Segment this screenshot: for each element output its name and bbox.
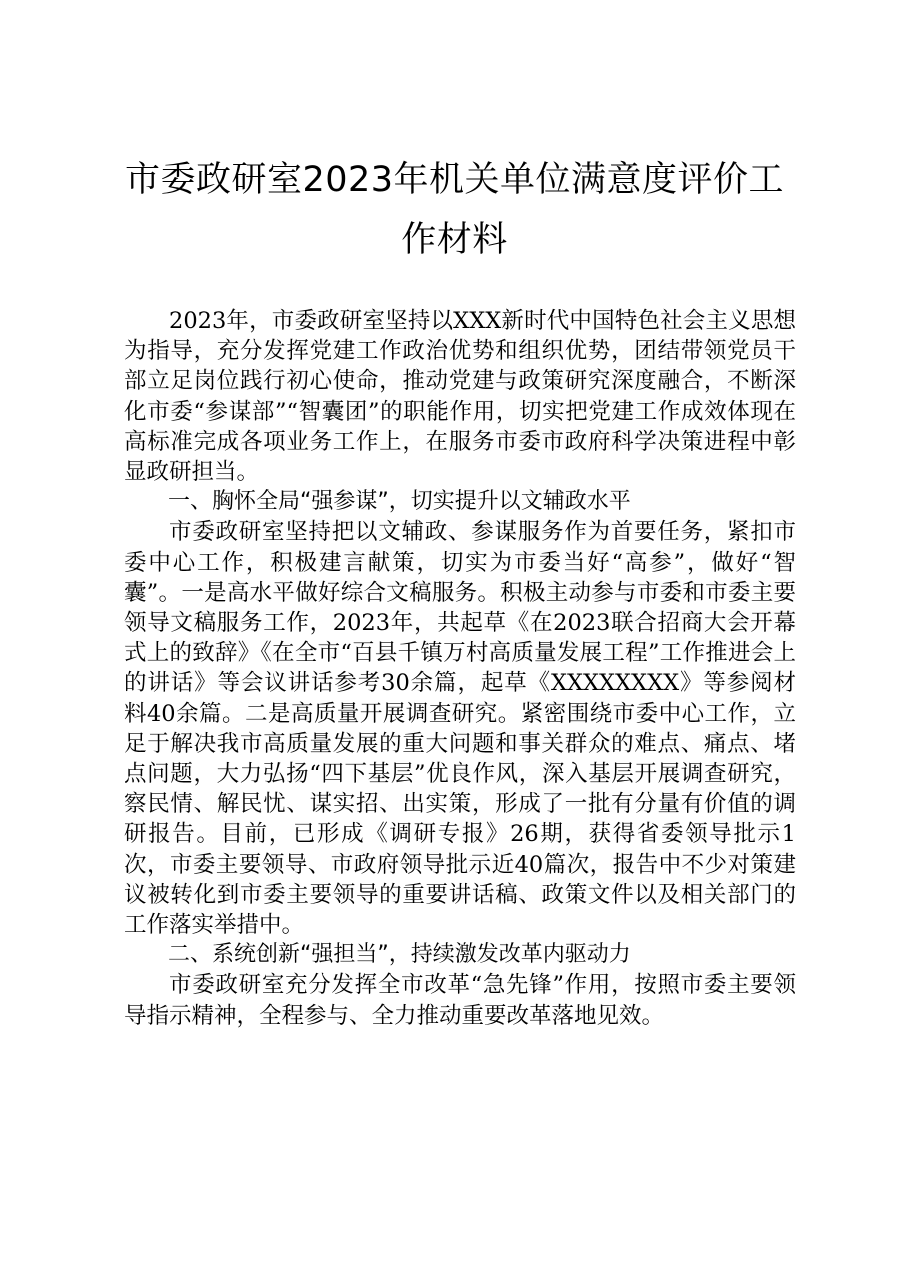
document-body — [124, 306, 796, 1031]
section-2-paragraph: 市委政研室充分发挥全市改革“急先锋”作用，按照市委主要领导指示精神，全程参与、全力推动重要改革落地见效。 — [124, 972, 796, 1029]
document-title: 市委政研室2023年机关单位满意度评价工作材料 — [124, 160, 785, 260]
section-heading-1: 一、胸怀全局“强参谋”，切实提升以文辅政水平 — [168, 489, 631, 515]
intro-paragraph: 2023年，市委政研室坚持以XXX新时代中国特色社会主义思想为指导，充分发挥党建工作政治优势和组织优势，团结带领党员干部立足岗位践行初心使命，推动党建与政策研究深度融合，不断深化市委“参谋部”“智囊团”的职能作用，切实把党建工作成效体现在高标准完成各项业务工作上，在服务市委市政府科学决策进程中彰显政研担当。 — [124, 308, 796, 486]
section-1-paragraph: 市委政研室坚持把以文辅政、参谋服务作为首要任务，紧扣市委中心工作，积极建言献策，切实为市委当好“高参”，做好“智囊”。一是高水平做好综合文稿服务。积极主动参与市委和市委主要领导文稿服务工作，2023年，共起草《在2023联合招商大会开幕式上的致辞》《在全市“百县千镇万村高质量发展工程”工作推进会上的讲话》等会议讲话参考30余篇，起草《XXXXXXXX》等参阅材料40余篇。二是高质量开展调查研究。紧密围绕市委中心工作，立足于解决我市高质量发展的重大问题和事关群众的难点、痛点、堵点问题，大力弘扬“四下基层”优良作风，深入基层开展调查研究，察民情、解民忧、谋实招、出实策，形成了一批有分量有价值的调研报告。目前，已形成《调研专报》26期，获得省委领导批示1次，市委主要领导、市政府领导批示近40篇次，报告中不少对策建议被转化到市委主要领导的重要讲话稿、政策文件以及相关部门的工作落实举措中。 — [124, 519, 796, 939]
section-heading-2: 二、系统创新“强担当”，持续激发改革内驱动力 — [168, 942, 631, 968]
